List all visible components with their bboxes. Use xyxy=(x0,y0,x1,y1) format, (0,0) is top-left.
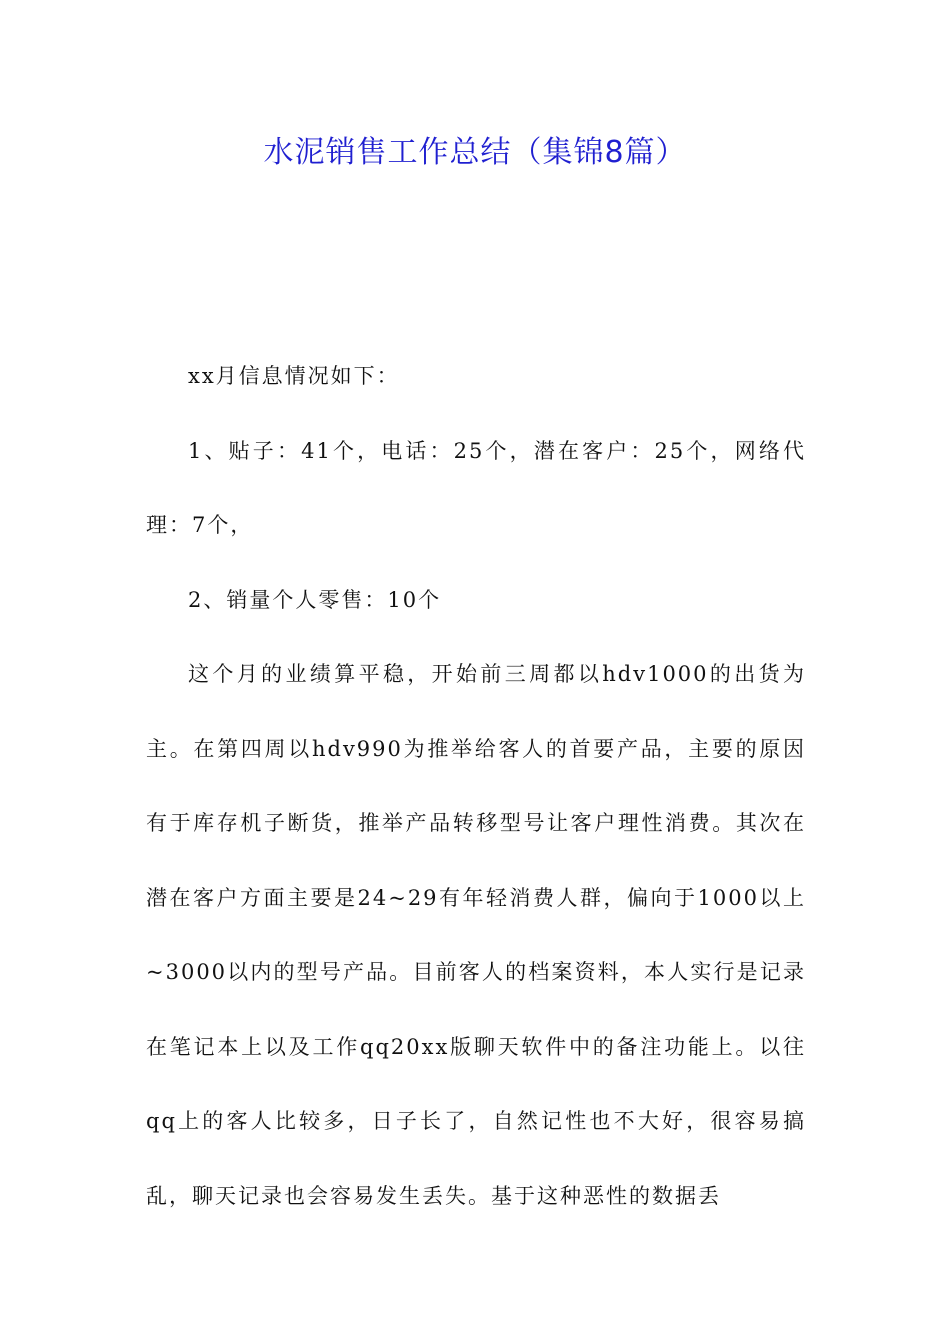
paragraph-sales: 2、销量个人零售：10个 xyxy=(188,587,442,612)
document-title: 水泥销售工作总结（集锦8篇） xyxy=(263,135,687,170)
document-body xyxy=(146,339,806,1233)
paragraph-stats: 1、贴子：41个，电话：25个，潜在客户：25个，网络代理：7个， xyxy=(146,438,806,537)
paragraph-summary: 这个月的业绩算平稳，开始前三周都以hdv1000的出货为主。在第四周以hdv990为推举给客人的首要产品，主要的原因有于库存机子断货，推举产品转移型号让客户理性消费。其次在潜在客户方面主要是24~29有年轻消费人群，偏向于1000以上~3000以内的型号产品。目前客人的档案资料，本人实行是记录在笔记本上以及工作qq20xx版聊天软件中的备注功能上。以往qq上的客人比较多，日子长了，自然记性也不大好，很容易搞乱，聊天记录也会容易发生丢失。基于这种恶性的数据丢 xyxy=(146,662,806,1208)
paragraph-info-heading: xx月信息情况如下： xyxy=(188,364,400,388)
